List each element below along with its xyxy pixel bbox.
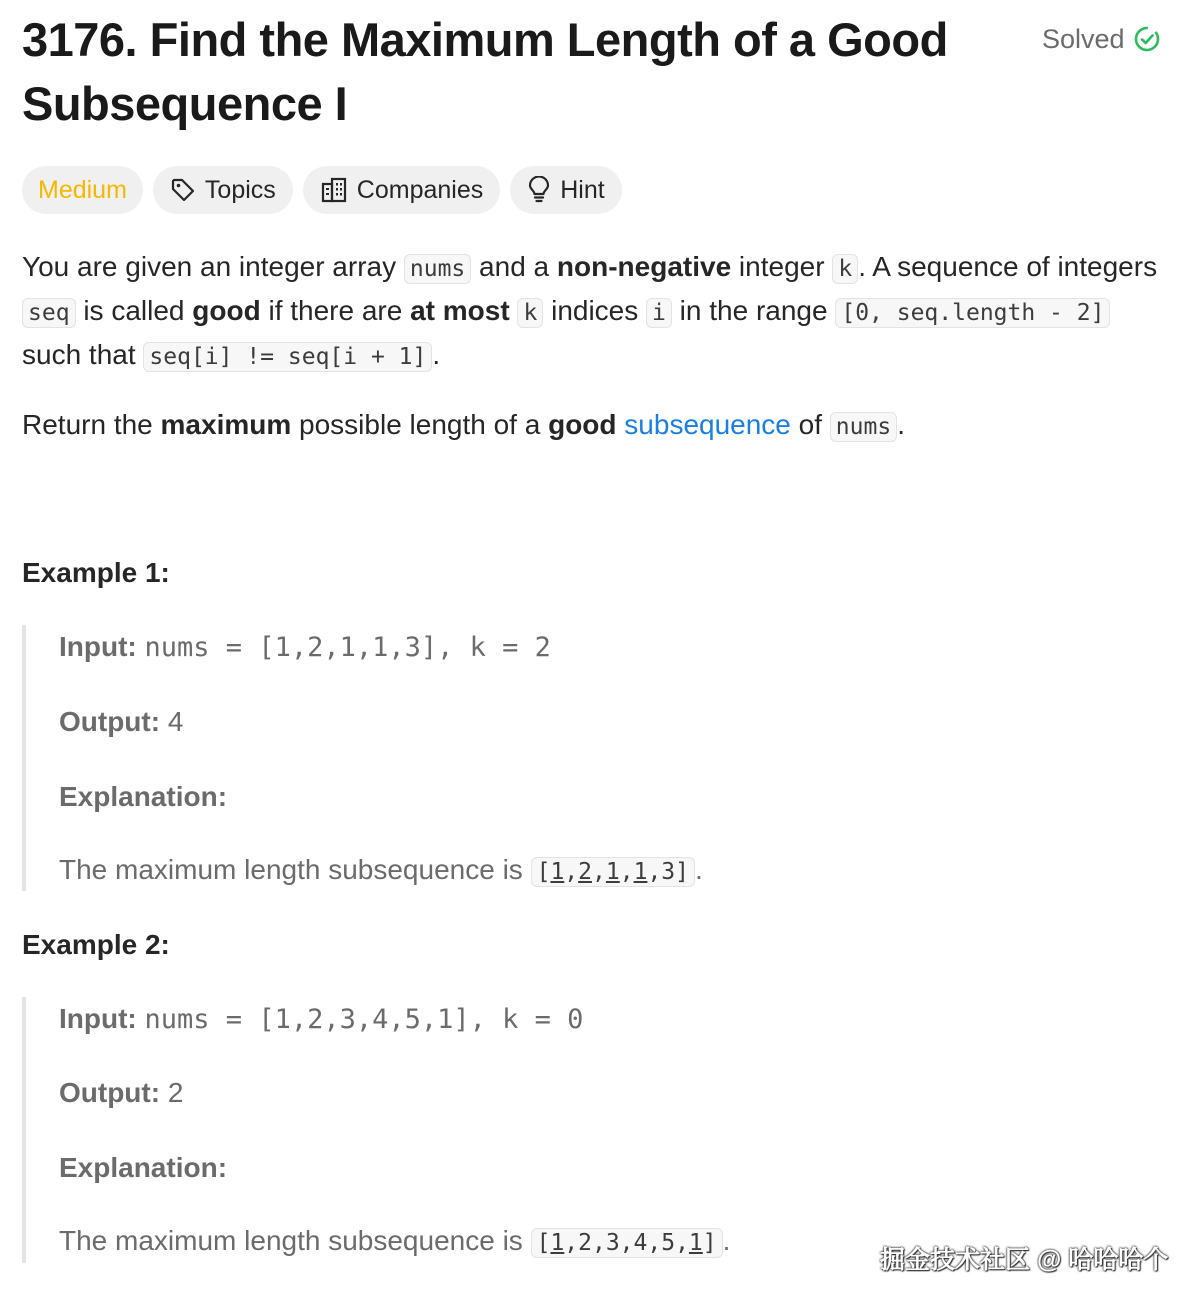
- inline-code: nums: [404, 254, 471, 284]
- input-value: nums = [1,2,3,4,5,1], k = 0: [144, 1004, 584, 1035]
- solved-status: [1042, 22, 1161, 56]
- input-label: Input:: [59, 1003, 137, 1034]
- explanation-end: .: [695, 854, 703, 885]
- result-code: [531, 857, 695, 887]
- code-part: ,2,3,4,5,: [564, 1230, 689, 1256]
- inline-code: [0, seq.length - 2]: [835, 298, 1110, 328]
- text: possible length of a: [291, 409, 549, 440]
- example-1-input: [59, 631, 551, 663]
- code-part: 1: [550, 1230, 565, 1256]
- output-value: 4: [167, 706, 184, 737]
- text: You are given an integer array: [22, 251, 404, 282]
- difficulty-badge: [22, 166, 143, 214]
- text: Return the: [22, 409, 161, 440]
- inline-code: nums: [830, 412, 897, 442]
- input-label: Input:: [59, 631, 137, 662]
- code-part: 1: [688, 1230, 703, 1256]
- inline-code: i: [646, 298, 672, 328]
- inline-code: k: [832, 254, 858, 284]
- hint-button[interactable]: [510, 166, 621, 214]
- code-part: ,3]: [647, 859, 689, 885]
- example-1-title: Example 1:: [22, 557, 170, 588]
- bold-text: non-negative: [556, 251, 732, 282]
- example-1-block: [22, 625, 1176, 891]
- example-2-explanation-label: [59, 1152, 227, 1184]
- code-part: 1: [605, 859, 620, 885]
- explanation-label: Explanation:: [59, 781, 228, 812]
- bold-text: maximum: [160, 409, 292, 440]
- inline-code: seq[i] != seq[i + 1]: [143, 342, 432, 372]
- description-paragraph-1: [22, 246, 1172, 378]
- problem-title: 3176. Find the Maximum Length of a Good Subsequence I: [22, 13, 948, 130]
- inline-code: seq: [22, 298, 76, 328]
- output-value: 2: [167, 1077, 184, 1108]
- text: and a: [471, 251, 557, 282]
- text: integer: [731, 251, 833, 282]
- text: in the range: [671, 295, 836, 326]
- check-circle-icon: [1133, 25, 1161, 53]
- text: if there are: [260, 295, 411, 326]
- example-2-title: Example 2:: [22, 929, 170, 960]
- lightbulb-icon: [527, 176, 551, 204]
- bold-text: at most: [410, 295, 510, 326]
- example-2-explanation: [59, 1225, 730, 1257]
- code-part: [: [536, 859, 551, 885]
- text: is called: [75, 295, 193, 326]
- output-label: Output:: [59, 706, 161, 737]
- result-code: [531, 1228, 723, 1258]
- input-value: nums = [1,2,1,1,3], k = 2: [144, 632, 551, 663]
- example-1-output: [59, 706, 183, 738]
- example-1-explanation-label: [59, 781, 227, 813]
- code-part: 1: [550, 859, 565, 885]
- explanation-label: Explanation:: [59, 1152, 228, 1183]
- inline-code: k: [517, 298, 543, 328]
- subsequence-link[interactable]: subsequence: [624, 409, 791, 440]
- output-label: Output:: [59, 1077, 161, 1108]
- code-part: ]: [702, 1230, 717, 1256]
- solved-label: Solved: [1042, 23, 1125, 54]
- text: indices: [543, 295, 647, 326]
- description-paragraph-2: [22, 404, 1172, 448]
- text: of: [790, 409, 830, 440]
- example-2-output: [59, 1077, 183, 1109]
- companies-label: Companies: [356, 175, 484, 204]
- example-1-explanation: [59, 854, 703, 886]
- companies-button[interactable]: [303, 166, 500, 214]
- bold-text: good: [192, 295, 261, 326]
- hint-label: Hint: [560, 175, 605, 204]
- tag-icon: [170, 177, 196, 203]
- topics-label: Topics: [204, 175, 276, 204]
- explanation-end: .: [722, 1225, 731, 1256]
- text: .: [432, 339, 441, 370]
- bold-text: good: [548, 409, 617, 440]
- topics-button[interactable]: [153, 166, 293, 214]
- example-2-input: [59, 1003, 583, 1035]
- code-part: ,: [619, 859, 634, 885]
- explanation-text: The maximum length subsequence is: [59, 1225, 531, 1256]
- building-icon: [320, 176, 348, 204]
- code-part: [: [536, 1230, 551, 1256]
- example-2-block: [22, 997, 1176, 1263]
- tag-chips: [22, 166, 622, 214]
- watermark: 掘金技术社区 @ 哈哈哈个: [880, 1246, 1169, 1274]
- code-part: 2: [578, 859, 593, 885]
- code-part: ,: [564, 859, 579, 885]
- text: . A sequence of integers: [858, 251, 1158, 282]
- text: such that: [22, 339, 144, 370]
- explanation-text: The maximum length subsequence is: [59, 854, 531, 885]
- text: .: [897, 409, 905, 440]
- code-part: 1: [633, 859, 648, 885]
- difficulty-label: Medium: [38, 175, 127, 204]
- code-part: ,: [592, 859, 606, 885]
